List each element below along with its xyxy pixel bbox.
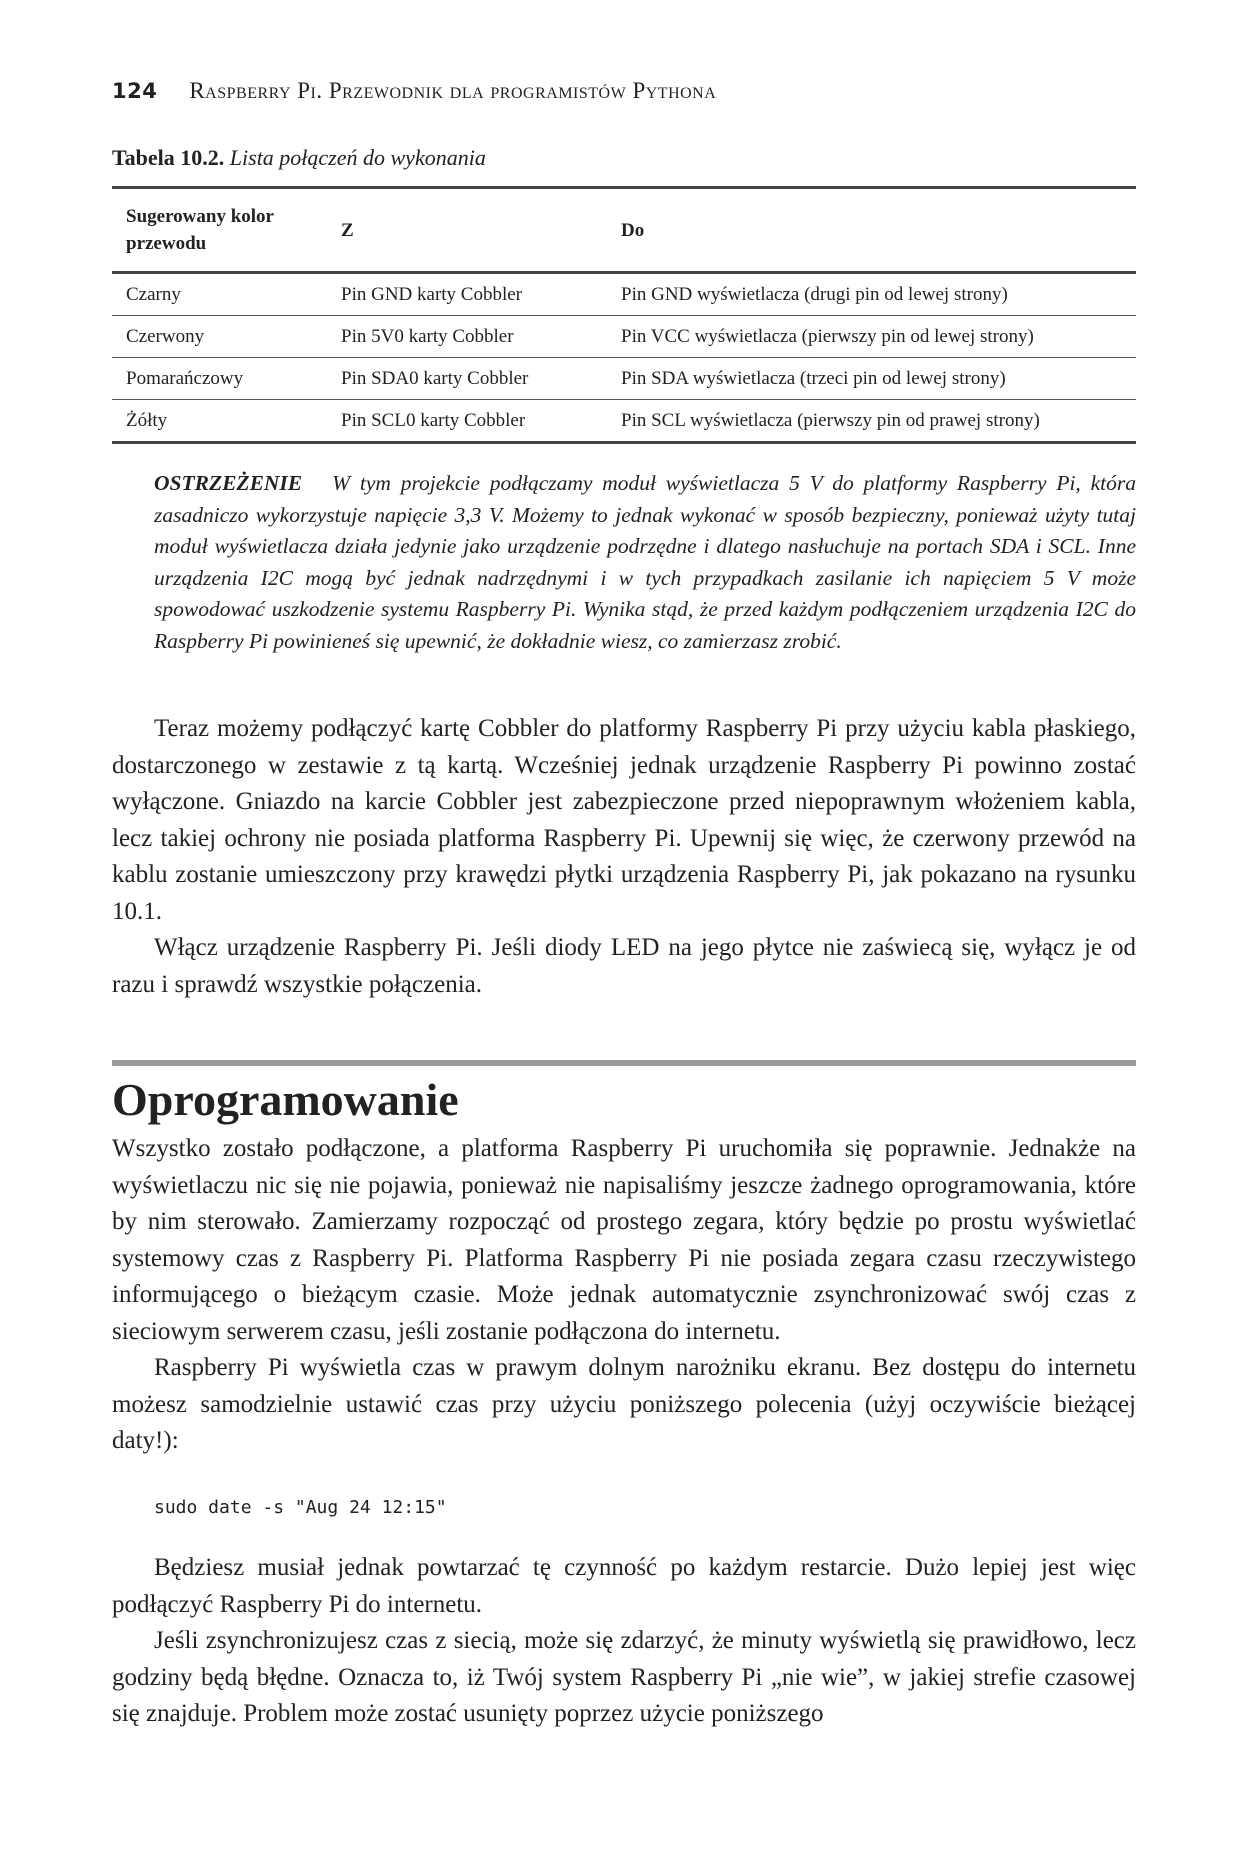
paragraph: Włącz urządzenie Raspberry Pi. Jeśli diody LED na jego płytce nie zaświecą się, wyłącz je od razu i sprawdź wszystkie połączenia. (112, 934, 1136, 998)
section-rule (112, 1060, 1136, 1066)
code-snippet: sudo date -s "Aug 24 12:15" (154, 1497, 447, 1518)
book-title: Raspberry Pi. Przewodnik dla programistów Pythona (189, 78, 717, 103)
section-text-block-2 (112, 1550, 1136, 1733)
cell-from: Pin SDA0 karty Cobbler (327, 358, 607, 400)
header-to: Do (621, 219, 645, 241)
cell-color: Pomarańczowy (112, 358, 327, 400)
table-title: Lista połączeń do wykonania (229, 145, 486, 170)
table-header-row (112, 188, 1136, 273)
warning-label: OSTRZEŻENIE (154, 471, 303, 495)
table-label: Tabela 10.2. (112, 145, 225, 170)
paragraph: Będziesz musiał jednak powtarzać tę czynność po każdym restarcie. Dużo lepiej jest więc podłączyć Raspberry Pi do internetu. (112, 1554, 1136, 1618)
table-row (112, 316, 1136, 358)
paragraph: Wszystko zostało podłączone, a platforma Raspberry Pi uruchomiła się poprawnie. Jednakże na wyświetlaczu nic się nie pojawia, ponieważ nie napisaliśmy jeszcze żadnego oprogramowania, które by nim sterowało. Zamierzamy rozpocząć od prostego zegara, który będzie po prostu wyświetlać systemowy czas z Raspberry Pi. Platforma Raspberry Pi nie posiada zegara czasu rzeczywistego informującego o bieżącym czasie. Może jednak automatycznie zsynchronizować swój czas z sieciowym serwerem czasu, jeśli zostanie podłączona do internetu. (112, 1135, 1136, 1345)
header-from: Z (341, 219, 354, 241)
body-text-block (112, 711, 1136, 1003)
cell-to: Pin SCL wyświetlacza (pierwszy pin od prawej strony) (607, 400, 1136, 443)
cell-color: Czerwony (112, 316, 327, 358)
warning-note (154, 468, 1136, 657)
cell-color: Czarny (112, 273, 327, 316)
paragraph: Jeśli zsynchronizujesz czas z siecią, może się zdarzyć, że minuty wyświetlą się prawidłowo, lecz godziny będą błędne. Oznacza to, iż Twój system Raspberry Pi „nie wie”, w jakiej strefie czasowej się znajduje. Problem może zostać usunięty poprzez użycie poniższego (112, 1627, 1136, 1727)
connections-table (112, 186, 1136, 444)
warning-text: W tym projekcie podłączamy moduł wyświetlacza 5 V do platformy Raspberry Pi, która zasadniczo wykorzystuje napięcie 3,3 V. Możemy to jednak wykonać w sposób bezpieczny, ponieważ użyty tutaj moduł wyświetlacza działa jedynie jako urządzenie podrzędne i dlatego nasłuchuje na portach SDA i SCL. Inne urządzenia I2C mogą być jednak nadrzędnymi i w tych przypadkach zasilanie ich napięciem 5 V może spowodować uszkodzenie systemu Raspberry Pi. Wynika stąd, że przed każdym podłączeniem urządzenia I2C do Raspberry Pi powinieneś się upewnić, że dokładnie wiesz, co zamierzasz zrobić. (154, 471, 1136, 653)
table-caption (112, 145, 486, 171)
page-number: 124 (112, 79, 158, 103)
cell-from: Pin 5V0 karty Cobbler (327, 316, 607, 358)
running-head (112, 78, 716, 104)
section-text-block (112, 1131, 1136, 1460)
cell-to: Pin SDA wyświetlacza (trzeci pin od lewej strony) (607, 358, 1136, 400)
paragraph: Teraz możemy podłączyć kartę Cobbler do platformy Raspberry Pi przy użyciu kabla płaskiego, dostarczonego w zestawie z tą kartą. Wcześniej jednak urządzenie Raspberry Pi powinno zostać wyłączone. Gniazdo na karcie Cobbler jest zabezpieczone przed niepoprawnym włożeniem kabla, lecz takiej ochrony nie posiada platforma Raspberry Pi. Upewnij się więc, że czerwony przewód na kablu zostanie umieszczony przy krawędzi płytki urządzenia Raspberry Pi, jak pokazano na rysunku 10.1. (112, 715, 1136, 925)
cell-from: Pin GND karty Cobbler (327, 273, 607, 316)
table-row (112, 358, 1136, 400)
cell-to: Pin VCC wyświetlacza (pierwszy pin od lewej strony) (607, 316, 1136, 358)
cell-from: Pin SCL0 karty Cobbler (327, 400, 607, 443)
section-heading: Oprogramowanie (112, 1074, 459, 1125)
table-row (112, 400, 1136, 443)
header-wire-color: Sugerowany kolor przewodu (126, 206, 274, 254)
cell-to: Pin GND wyświetlacza (drugi pin od lewej strony) (607, 273, 1136, 316)
paragraph: Raspberry Pi wyświetla czas w prawym dolnym narożniku ekranu. Bez dostępu do internetu możesz samodzielnie ustawić czas przy użyciu poniższego polecenia (użyj oczywiście bieżącej daty!): (112, 1354, 1136, 1454)
table-row (112, 273, 1136, 316)
cell-color: Żółty (112, 400, 327, 443)
